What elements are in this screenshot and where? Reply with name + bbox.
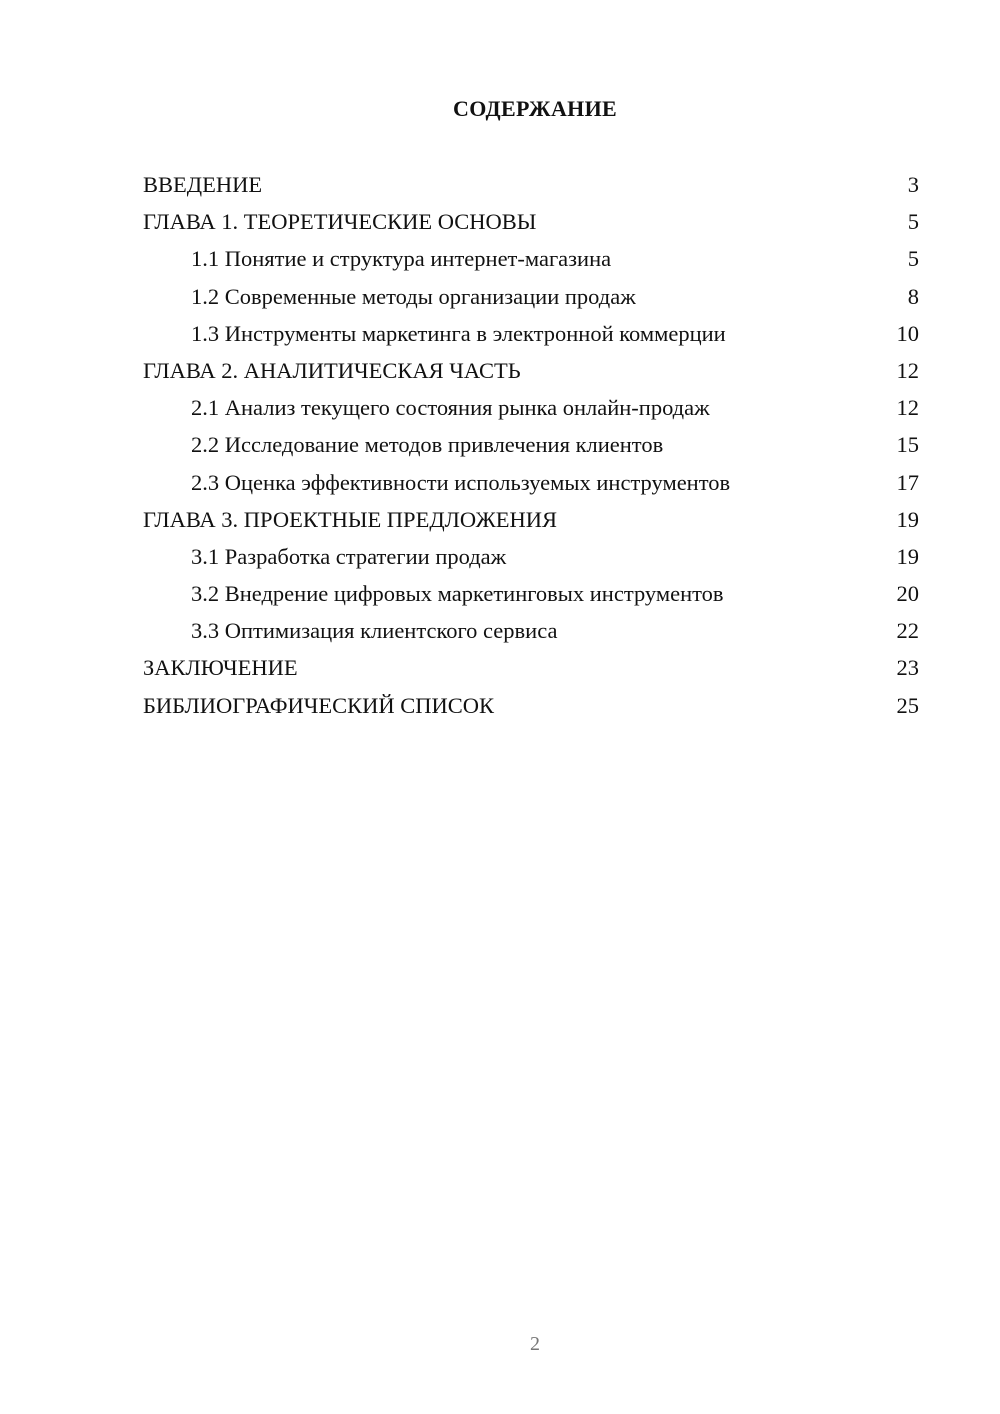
toc-entry-label: ГЛАВА 3. ПРОЕКТНЫЕ ПРЕДЛОЖЕНИЯ — [143, 506, 558, 532]
toc-entry-label: 3.2 Внедрение цифровых маркетинговых инструментов — [191, 581, 724, 607]
toc-entry-label: 1.3 Инструменты маркетинга в электронной коммерции — [191, 320, 726, 346]
toc-entry-page-number: 19 — [896, 506, 919, 532]
page-title: СОДЕРЖАНИЕ — [453, 96, 617, 121]
toc-subsection-entry[interactable] — [143, 240, 919, 277]
toc-entry-page-number: 19 — [896, 543, 919, 569]
toc-subsection-entry[interactable] — [143, 538, 919, 575]
toc-entry-page-number: 3 — [907, 172, 919, 197]
toc-entry-label: 1.2 Современные методы организации продаж — [191, 283, 636, 309]
toc-entry-page-number: 17 — [896, 469, 919, 495]
table-of-contents — [143, 166, 919, 724]
toc-entry-page-number: 10 — [896, 320, 919, 346]
toc-subsection-entry[interactable] — [143, 612, 919, 649]
toc-section-entry[interactable] — [143, 352, 919, 389]
toc-entry-label: 2.3 Оценка эффективности используемых инструментов — [191, 469, 731, 495]
toc-entry-label: ЗАКЛЮЧЕНИЕ — [143, 655, 298, 681]
toc-section-entry[interactable] — [143, 203, 919, 240]
toc-subsection-entry[interactable] — [143, 575, 919, 612]
page-number: 2 — [530, 1333, 540, 1355]
toc-subsection-entry[interactable] — [143, 315, 919, 352]
toc-subsection-entry[interactable] — [143, 389, 919, 426]
toc-entry-page-number: 5 — [907, 209, 919, 235]
toc-entry-label: ГЛАВА 1. ТЕОРЕТИЧЕСКИЕ ОСНОВЫ — [143, 209, 537, 235]
toc-section-entry[interactable] — [143, 687, 919, 724]
toc-entry-label: 3.1 Разработка стратегии продаж — [191, 543, 507, 569]
toc-entry-page-number: 12 — [896, 357, 919, 383]
toc-entry-page-number: 8 — [907, 283, 919, 309]
toc-section-entry[interactable] — [143, 649, 919, 686]
toc-subsection-entry[interactable] — [143, 464, 919, 501]
toc-section-entry[interactable] — [143, 166, 919, 203]
toc-entry-label: 2.2 Исследование методов привлечения клиентов — [191, 432, 664, 458]
toc-entry-page-number: 20 — [896, 581, 919, 607]
toc-entry-page-number: 15 — [896, 432, 919, 458]
toc-entry-page-number: 5 — [907, 246, 919, 272]
toc-section-entry[interactable] — [143, 501, 919, 538]
toc-entry-page-number: 22 — [896, 618, 919, 644]
toc-entry-label: 1.1 Понятие и структура интернет-магазина — [191, 246, 612, 272]
toc-entry-label: БИБЛИОГРАФИЧЕСКИЙ СПИСОК — [143, 692, 495, 718]
toc-entry-page-number: 12 — [896, 395, 919, 421]
toc-entry-label: ГЛАВА 2. АНАЛИТИЧЕСКАЯ ЧАСТЬ — [143, 357, 521, 383]
toc-entry-page-number: 25 — [896, 692, 919, 718]
toc-entry-label: 3.3 Оптимизация клиентского сервиса — [191, 618, 558, 644]
toc-entry-label: 2.1 Анализ текущего состояния рынка онлайн-продаж — [191, 395, 710, 421]
toc-subsection-entry[interactable] — [143, 278, 919, 315]
toc-entry-label: ВВЕДЕНИЕ — [143, 172, 263, 197]
toc-subsection-entry[interactable] — [143, 426, 919, 463]
toc-entry-page-number: 23 — [896, 655, 919, 681]
